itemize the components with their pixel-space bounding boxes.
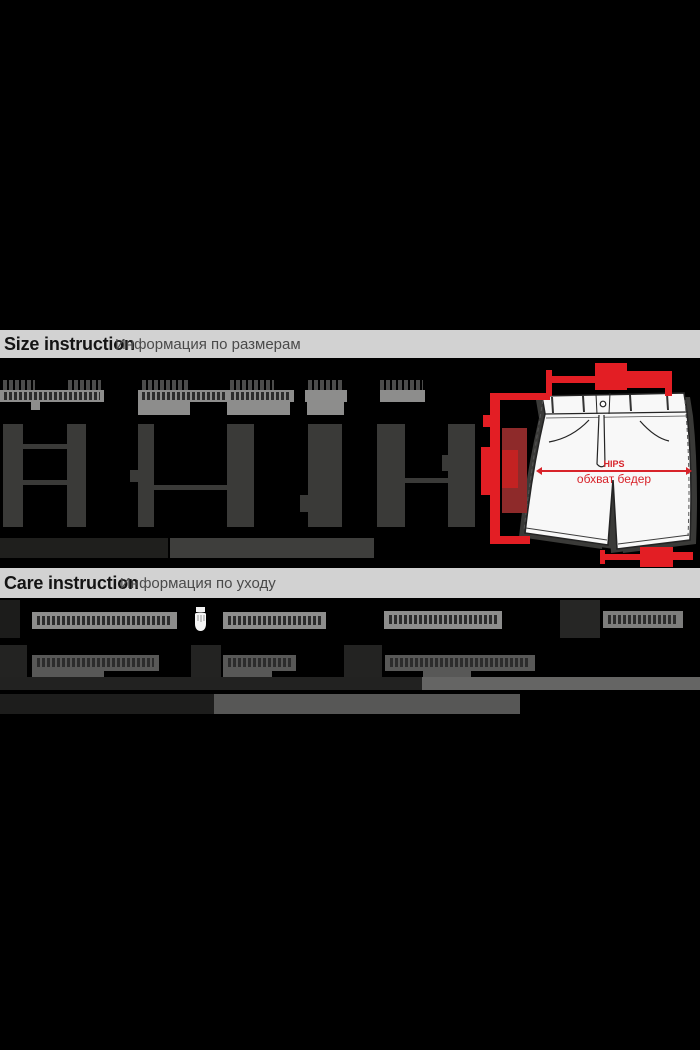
care-text-bar-3 (384, 611, 502, 629)
hips-label-en: HIPS (603, 459, 625, 469)
size-column-header-smear-6 (380, 380, 423, 390)
care-icon-placeholder-3 (0, 645, 27, 681)
shorts-button (600, 401, 606, 407)
waist-label-artifact-2 (627, 371, 665, 388)
size-header-text-redacted-1 (4, 392, 100, 400)
care-icon-placeholder-4 (191, 645, 221, 681)
hips-label-ru: обхват бедер (576, 472, 652, 486)
size-table-footer-bar-dark (0, 538, 168, 558)
size-column-header-smear-2 (68, 380, 101, 390)
size-column-header-smear-4 (230, 380, 274, 390)
size-header-highlight-4 (305, 390, 347, 402)
waist-label-artifact (595, 363, 627, 390)
footer-bar-gray-1 (422, 677, 700, 690)
size-header-highlight-3 (227, 390, 294, 402)
size-header-text-redacted-3 (231, 392, 290, 400)
side-length-top-cap (490, 393, 550, 400)
care-text-bar-4 (603, 611, 683, 628)
care-text-redacted-6 (228, 658, 291, 667)
leg-dimension-end (673, 552, 693, 560)
size-instruction-header (0, 330, 700, 358)
size-header-highlight-5 (380, 390, 425, 402)
side-length-label-artifact-2 (502, 450, 518, 488)
size-table-row-connector-4 (377, 478, 475, 483)
care-instruction-header (0, 568, 700, 598)
size-header-highlight-notch-4 (307, 402, 344, 415)
footer-bar-dark-2 (0, 694, 214, 714)
side-length-artifact-2 (481, 447, 490, 495)
hips-arrowhead-left (536, 467, 542, 475)
size-header-highlight-notch-3 (227, 402, 290, 415)
leg-label-artifact (640, 547, 673, 567)
size-table-footer-bar-gray (170, 538, 374, 558)
waist-dimension-end-tick (665, 371, 672, 396)
size-header-highlight-notch-1 (31, 402, 40, 410)
size-table-column-bar-1 (3, 424, 23, 527)
size-table-row-connector-2 (3, 480, 86, 485)
size-header-highlight-1 (0, 390, 104, 402)
care-instruction-subtitle: Информация по уходу (120, 574, 276, 592)
care-text-redacted-1 (37, 616, 172, 625)
size-table-nub-2 (300, 495, 308, 512)
care-text-bar-6 (223, 655, 296, 671)
care-text-bar-5 (32, 655, 159, 671)
size-instruction-title: Size instruction (4, 333, 135, 354)
waist-dimension-arrow (552, 376, 595, 383)
size-header-highlight-2 (138, 390, 231, 402)
size-table-row-connector-3 (138, 485, 254, 490)
size-header-text-redacted-2 (142, 392, 227, 400)
care-icon-placeholder-1 (0, 600, 20, 638)
side-length-bottom-cap (490, 536, 530, 544)
side-length-dimension-line (490, 393, 500, 543)
care-text-bar-2 (223, 612, 326, 629)
size-instruction-subtitle: Информация по размерам (115, 335, 301, 353)
care-icon-placeholder-5 (344, 645, 382, 681)
footer-bar-dark-1 (0, 677, 422, 690)
care-text-redacted-7 (390, 658, 530, 667)
size-header-highlight-notch-2 (138, 402, 190, 415)
size-table-row-connector-1 (3, 444, 86, 449)
size-table-column-bar-6 (377, 424, 405, 527)
leg-dimension-arrow (605, 554, 640, 560)
size-table-column-bar-7 (448, 424, 475, 527)
care-text-redacted-3 (389, 615, 497, 624)
size-column-header-smear-5 (308, 380, 344, 390)
size-column-header-smear-3 (142, 380, 188, 390)
size-table-nub-3 (442, 455, 448, 471)
care-icon-placeholder-2 (560, 600, 600, 638)
care-text-redacted-2 (228, 616, 321, 625)
care-text-redacted-5 (37, 658, 154, 667)
size-column-header-smear-1 (3, 380, 35, 390)
size-table-column-bar-4 (227, 424, 254, 527)
side-length-artifact-1 (483, 415, 490, 427)
hand-wash-icon (192, 607, 210, 633)
care-instruction-title: Care instruction (4, 572, 139, 593)
size-table-column-bar-3 (138, 424, 154, 527)
size-table-column-bar-2 (67, 424, 86, 527)
care-text-bar-7 (385, 655, 535, 671)
size-table-nub-1 (130, 470, 138, 482)
footer-bar-gray-2 (214, 694, 520, 714)
size-table-column-bar-5 (308, 424, 342, 527)
care-text-redacted-4 (608, 615, 678, 624)
care-text-bar-1 (32, 612, 177, 629)
hips-arrowhead-right (686, 467, 692, 475)
